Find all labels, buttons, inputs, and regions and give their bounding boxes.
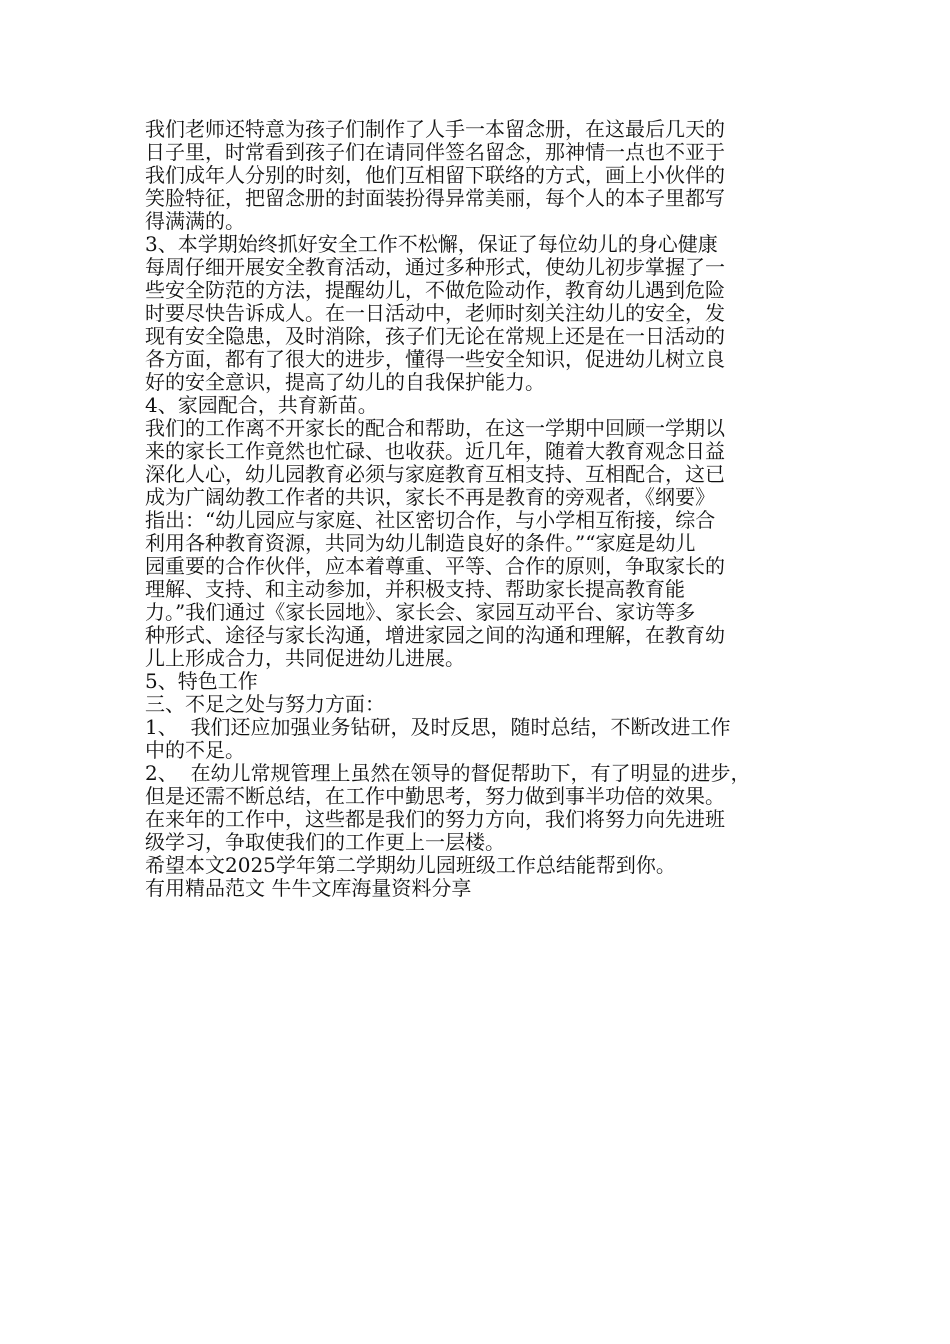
- text-line: 利用各种教育资源，共同为幼儿制造良好的条件。”“家庭是幼儿: [145, 531, 696, 555]
- text-line: 有用精品范文 牛牛文库海量资料分享: [145, 876, 472, 900]
- text-line: 2、 在幼儿常规管理上虽然在领导的督促帮助下，有了明显的进步，: [145, 761, 751, 785]
- text-line: 得满满的。: [145, 209, 245, 233]
- text-line: 些安全防范的方法，提醒幼儿，不做危险动作，教育幼儿遇到危险: [145, 278, 725, 302]
- text-line: 每周仔细开展安全教育活动，通过多种形式，使幼儿初步掌握了一: [145, 255, 725, 279]
- text-line: 我们的工作离不开家长的配合和帮助，在这一学期中回顾一学期以: [145, 416, 725, 440]
- text-line: 来的家长工作竟然也忙碌、也收获。近几年，随着大教育观念日益: [145, 439, 725, 463]
- text-line: 现有安全隐患，及时消除，孩子们无论在常规上还是在一日活动的: [145, 324, 725, 348]
- document-body: [145, 118, 810, 900]
- text-line: 成为广阔幼教工作者的共识，家长不再是教育的旁观者，《纲要》: [145, 485, 715, 509]
- text-line: 各方面，都有了很大的进步，懂得一些安全知识，促进幼儿树立良: [145, 347, 725, 371]
- text-line: 种形式、途径与家长沟通，增进家园之间的沟通和理解，在教育幼: [145, 623, 725, 647]
- text-line: 时要尽快告诉成人。在一日活动中，老师时刻关注幼儿的安全，发: [145, 301, 725, 325]
- text-line: 在来年的工作中，这些都是我们的努力方向，我们将努力向先进班: [145, 807, 725, 831]
- text-line: 但是还需不断总结，在工作中勤思考，努力做到事半功倍的效果。: [145, 784, 725, 808]
- text-line: 日子里，时常看到孩子们在请同伴签名留念，那神情一点也不亚于: [145, 140, 725, 164]
- text-line: 级学习，争取使我们的工作更上一层楼。: [145, 830, 505, 854]
- text-line: 3、本学期始终抓好安全工作不松懈，保证了每位幼儿的身心健康: [145, 232, 718, 256]
- text-line: 希望本文2025学年第二学期幼儿园班级工作总结能帮到你。: [145, 853, 676, 877]
- text-line: 力。”我们通过《家长园地》、家长会、家园互动平台、家访等多: [145, 600, 696, 624]
- text-line: 中的不足。: [145, 738, 245, 762]
- text-line: 好的安全意识，提高了幼儿的自我保护能力。: [145, 370, 545, 394]
- text-line: 儿上形成合力，共同促进幼儿进展。: [145, 646, 465, 670]
- text-line: 4、家园配合，共育新苗。: [145, 393, 378, 417]
- text-line: 指出：“幼儿园应与家庭、社区密切合作，与小学相互衔接，综合: [145, 508, 716, 532]
- text-line: 园重要的合作伙伴，应本着尊重、平等、合作的原则，争取家长的: [145, 554, 725, 578]
- text-line: 我们老师还特意为孩子们制作了人手一本留念册，在这最后几天的: [145, 117, 725, 141]
- text-line: 笑脸特征，把留念册的封面装扮得异常美丽，每个人的本子里都写: [145, 186, 725, 210]
- text-line: 深化人心，幼儿园教育必须与家庭教育互相支持、互相配合，这已: [145, 462, 725, 486]
- text-line: 三、不足之处与努力方面：: [145, 692, 385, 716]
- text-line: 1、 我们还应加强业务钻研，及时反思，随时总结，不断改进工作: [145, 715, 731, 739]
- text-line: 我们成年人分别的时刻，他们互相留下联络的方式，画上小伙伴的: [145, 163, 725, 187]
- text-line: 理解、支持、和主动参加，并积极支持、帮助家长提高教育能: [145, 577, 685, 601]
- text-line: 5、特色工作: [145, 669, 258, 693]
